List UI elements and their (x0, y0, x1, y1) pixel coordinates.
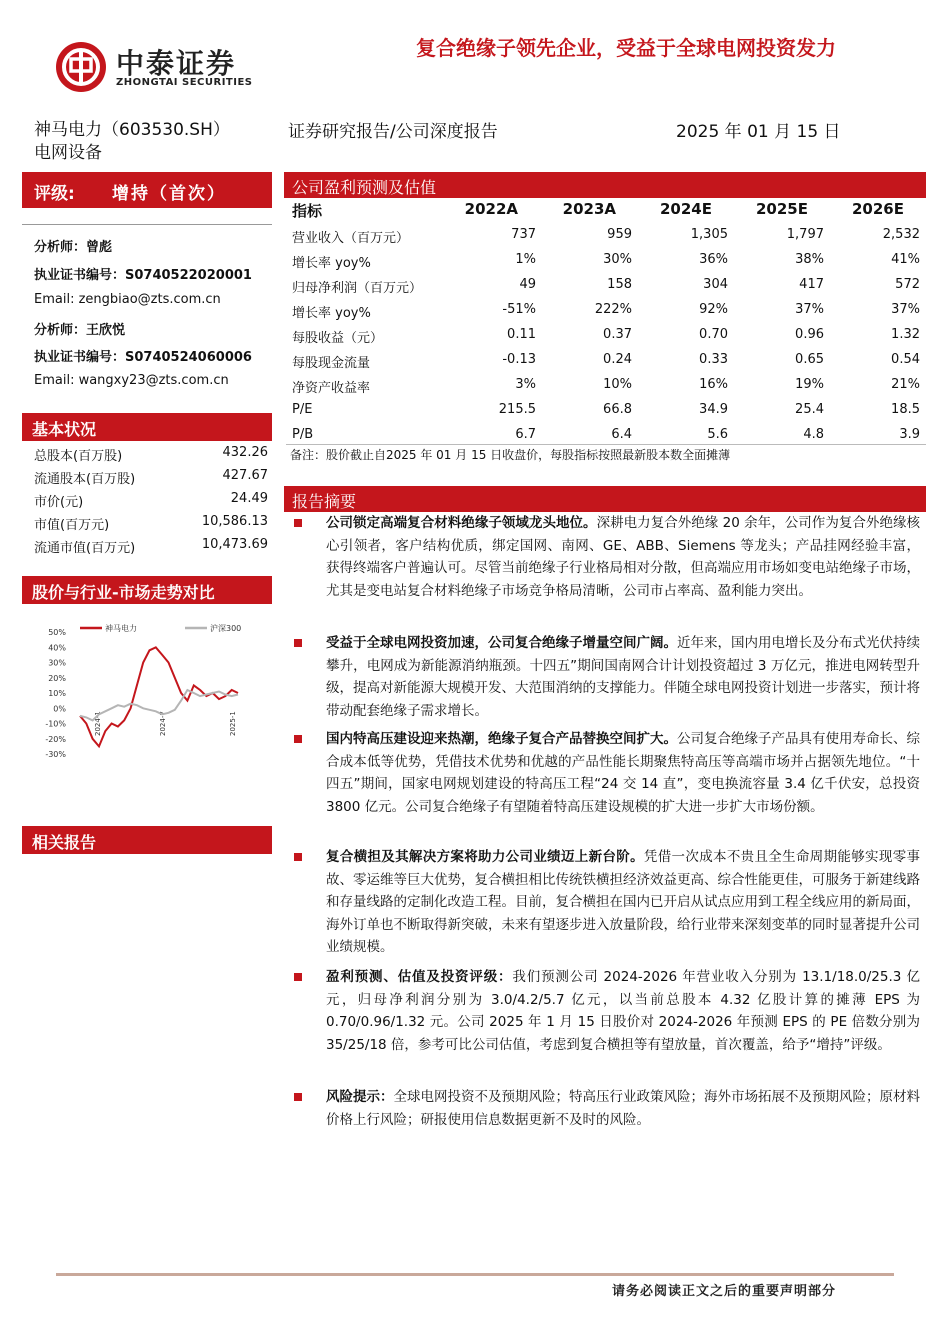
footer-divider (56, 1273, 894, 1276)
table-row: 营业收入（百万元） 737 959 1,305 1,797 2,532 (292, 227, 920, 246)
summary-paragraph: 受益于全球电网投资加速，公司复合绝缘子增量空间广阔。近年来，国内用电增长及分布式光伏持续攀升，电网成为新能源消纳瓶颈。十四五”期间国南网合计计划投资超过 3 万亿元，推进电网转型升级，提高对新能源大规模开发、大范围消纳的支撑能力。伴随全球电网投资计划进一步落实，预计将带动配套绝缘子需求增长。 (326, 635, 920, 719)
basics-row: 流通市值(百万元) 10,473.69 (34, 537, 268, 556)
report-headline: 复合绝缘子领先企业，受益于全球电网投资发力 (416, 36, 836, 60)
basics-row: 总股本(百万股) 432.26 (34, 445, 268, 464)
summary-paragraph: 盈利预测、估值及投资评级：我们预测公司 2024-2026 年营业收入分别为 13.1/18.0/25.3 亿元，归母净利润分别为 3.0/4.2/5.7 亿元，以当前总股本 4.32 亿股计算的摊薄 EPS 为 0.70/0.96/1.32 元。公司 2025 年 1 月 15 日股价对 2024-2026 年预测 EPS 的 PE 倍数分别为 35/25/18 倍，参考可比公司估值，考虑到复合横担等有望放量，首次覆盖，给予“增持”评级。 (326, 969, 920, 1053)
price-trend-svg (30, 618, 250, 768)
basics-row: 流通股本(百万股) 427.67 (34, 468, 268, 487)
logo-name-cn: 中泰证券 (116, 47, 237, 80)
bullet-icon (294, 853, 302, 861)
company-name: 神马电力（603530.SH） (34, 120, 230, 140)
bullet-icon (294, 1093, 302, 1101)
bullet-icon (294, 639, 302, 647)
table-row: 净资产收益率 3% 10% 16% 19% 21% (292, 377, 920, 396)
y-tick-label: -20% (45, 734, 66, 744)
divider (286, 444, 926, 445)
y-tick-label: -10% (45, 719, 66, 729)
y-tick-label: 0% (53, 704, 66, 714)
y-tick-label: 20% (48, 673, 66, 683)
footer-disclaimer: 请务必阅读正文之后的重要声明部分 (612, 1284, 837, 1299)
basics-section-title: 基本状况 (22, 413, 272, 441)
y-tick-label: 10% (48, 689, 66, 698)
price-chart-section-title: 股价与行业-市场走势对比 (22, 576, 272, 604)
analyst-cert: 执业证书编号：S0740524060006 (34, 350, 252, 365)
table-row: 增长率 yoy% -51% 222% 92% 37% 37% (292, 302, 920, 321)
y-tick-label: 30% (48, 658, 66, 668)
forecast-section-title: 公司盈利预测及估值 (284, 172, 926, 198)
x-tick-label: 2024-1 (94, 711, 102, 736)
zhongtai-logo-icon (56, 42, 106, 92)
table-row: 每股收益（元） 0.11 0.37 0.70 0.96 1.32 (292, 327, 920, 346)
basics-row: 市值(百万元) 10,586.13 (34, 514, 268, 533)
analyst-cert: 执业证书编号：S0740522020001 (34, 268, 252, 283)
industry-name: 电网设备 (34, 143, 102, 163)
bullet-icon (294, 735, 302, 743)
related-reports-title: 相关报告 (22, 826, 272, 854)
analyst-name: 分析师：王欣悦 (34, 323, 126, 338)
report-date: 2025 年 01 月 15 日 (676, 122, 841, 142)
rating-bar (22, 172, 272, 208)
forecast-note: 备注：股价截止自2025 年 01 月 15 日收盘价，每股指标按照最新股本数全面摊薄 (290, 448, 731, 462)
analyst-name: 分析师：曾彪 (34, 240, 113, 255)
table-row: P/E 215.5 66.8 34.9 25.4 18.5 (292, 402, 920, 417)
rating-value: 增持（首次） (112, 184, 226, 204)
x-tick-label: 2024-7 (159, 711, 167, 736)
basics-row: 市价(元) 24.49 (34, 491, 268, 510)
summary-section-title: 报告摘要 (284, 486, 926, 512)
analyst-email[interactable]: Email: wangxy23@zts.com.cn (34, 373, 229, 388)
legend-label: 沪深300 (210, 624, 242, 633)
y-tick-label: 40% (48, 643, 66, 653)
table-row: 归母净利润（百万元） 49 158 304 417 572 (292, 277, 920, 296)
forecast-table (288, 198, 924, 448)
price-trend-chart (30, 618, 250, 768)
report-type: 证券研究报告/公司深度报告 (288, 122, 498, 142)
bullet-icon (294, 973, 302, 981)
legend-label: 神马电力 (105, 624, 137, 633)
summary-paragraph: 风险提示：全球电网投资不及预期风险；特高压行业政策风险；海外市场拓展不及预期风险；原材料价格上行风险；研报使用信息数据更新不及时的风险。 (326, 1089, 920, 1128)
y-tick-label: 50% (48, 628, 66, 637)
divider (22, 224, 272, 225)
summary-paragraph: 公司锁定高端复合材料绝缘子领域龙头地位。深耕电力复合外绝缘 20 余年，公司作为复合外绝缘核心引领者，客户结构优质，绑定国网、南网、GE、ABB、Siemens 等龙头；产品挂网经验丰富，获得终端客户普遍认可。尽管当前绝缘子行业格局相对分散，但高端应用市场如变电站绝缘子市场，尤其是变电站复合材料绝缘子市场竞争格局清晰，公司市占率高、盈利能力突出。 (326, 515, 920, 599)
summary-paragraph: 国内特高压建设迎来热潮，绝缘子复合产品替换空间扩大。公司复合绝缘子产品具有使用寿命长、综合成本低等优势，凭借技术优势和优越的产品性能长期聚焦特高压等高端市场并占据领先地位。“十四五”期间，国家电网规划建设的特高压工程“24 交 14 直”，变电换流容量 3.4 亿千伏安，总投资 3800 亿元。公司复合绝缘子有望随着特高压建设规模的扩大进一步扩大市场份额。 (326, 731, 920, 815)
table-row: P/B 6.7 6.4 5.6 4.8 3.9 (292, 427, 920, 442)
table-header-row: 指标 2022A 2023A 2024E 2025E 2026E (292, 200, 904, 220)
summary-paragraph: 复合横担及其解决方案将助力公司业绩迈上新台阶。凭借一次成本不贵且全生命周期能够实现零事故、零运维等巨大优势，复合横担相比传统铁横担经济效益更高、综合性能更佳，可服务于新建线路和存量线路的定制化改造工程。目前，复合横担在国内已开启从试点应用到工程全线应用的新局面，海外订单也不断取得新突破，未来有望逐步进入放量阶段，给行业带来深刻变革的同时显著提升公司业绩规模。 (326, 849, 921, 956)
bullet-icon (294, 519, 302, 527)
x-tick-label: 2025-1 (229, 711, 237, 736)
table-row: 每股现金流量 -0.13 0.24 0.33 0.65 0.54 (292, 352, 920, 371)
logo-name-en: ZHONGTAI SECURITIES (116, 77, 253, 88)
analyst-email[interactable]: Email: zengbiao@zts.com.cn (34, 292, 221, 307)
table-row: 增长率 yoy% 1% 30% 36% 38% 41% (292, 252, 920, 271)
y-tick-label: -30% (45, 750, 66, 759)
rating-label: 评级: (34, 184, 75, 204)
